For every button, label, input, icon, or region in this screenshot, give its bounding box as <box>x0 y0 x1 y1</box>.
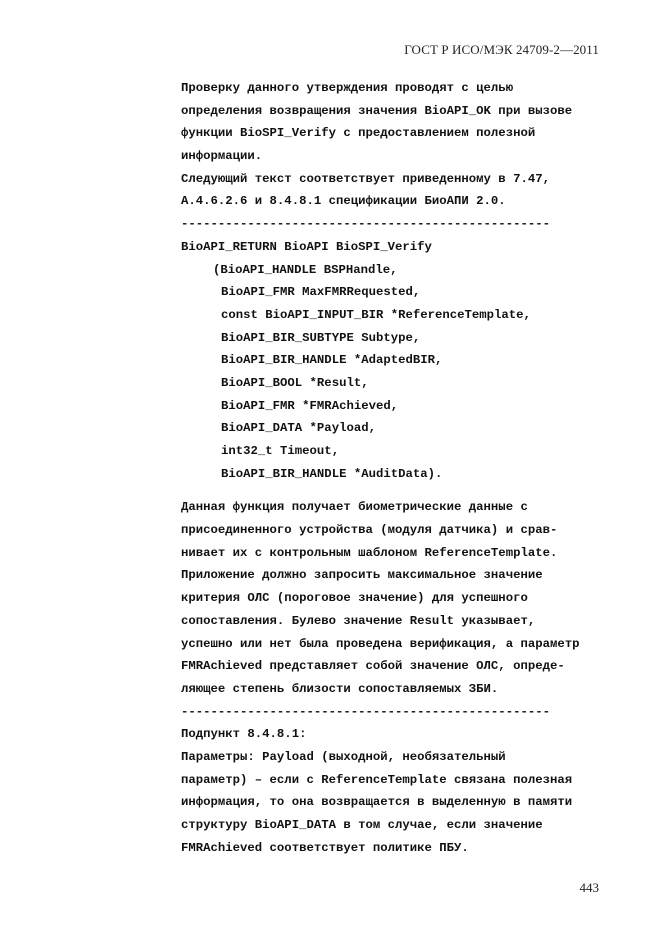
text-line: Следующий текст соответствует приведенному в 7.47, <box>181 171 550 186</box>
separator-line: -------------------------------------------------- <box>181 704 550 719</box>
parameter-line: BioAPI_FMR MaxFMRRequested, <box>221 285 421 300</box>
intro-paragraph <box>181 77 621 213</box>
subclause-paragraph <box>181 723 621 859</box>
text-line: информации. <box>181 149 263 164</box>
text-line: критерия ОЛС (пороговое значение) для успешного <box>181 591 528 606</box>
text-line: Проверку данного утверждения проводят с целью <box>181 81 514 95</box>
text-line: сопоставления. Булево значение Result указывает, <box>181 613 536 628</box>
function-signature: BioAPI_RETURN BioAPI BioSPI_Verify <box>181 239 432 254</box>
text-line: Приложение должно запросить максимальное значение <box>181 568 543 583</box>
parameter-line: BioAPI_FMR *FMRAchieved, <box>221 398 399 413</box>
text-line: FMRAchieved соответствует политике ПБУ. <box>181 840 469 855</box>
parameter-line: BioAPI_BIR_SUBTYPE Subtype, <box>221 330 421 345</box>
text-line: параметр) – если с ReferenceTemplate связана полезная <box>181 772 573 787</box>
parameter-line: int32_t Timeout, <box>221 444 340 458</box>
text-line: определения возвращения значения BioAPI_OK при вызове <box>181 103 573 118</box>
parameter-line: BioAPI_BOOL *Result, <box>221 375 369 390</box>
text-line: функции BioSPI_Verify с предоставлением полезной <box>181 126 536 141</box>
document-header: ГОСТ Р ИСО/МЭК 24709-2—2011 <box>404 42 599 57</box>
separator-line: -------------------------------------------------- <box>181 217 550 232</box>
parameter-line: BioAPI_BIR_HANDLE *AuditData). <box>221 466 443 481</box>
page-number: 443 <box>579 880 599 895</box>
text-line: присоединенного устройства (модуля датчика) и срав- <box>181 523 558 538</box>
page-content <box>181 77 621 859</box>
text-line: А.4.6.2.6 и 8.4.8.1 спецификации БиоАПИ 2.0. <box>181 194 506 209</box>
text-line: Данная функция получает биометрические данные с <box>181 500 528 515</box>
text-line: FMRAchieved представляет собой значение ОЛС, опреде- <box>181 659 565 674</box>
parameter-line: const BioAPI_INPUT_BIR *ReferenceTemplate, <box>221 307 531 322</box>
text-line: нивает их с контрольным шаблоном ReferenceTemplate. <box>181 545 558 560</box>
parameter-line: (BioAPI_HANDLE BSPHandle, <box>213 262 398 277</box>
subclause-heading: Подпункт 8.4.8.1: <box>181 727 307 742</box>
parameter-line: BioAPI_BIR_HANDLE *AdaptedBIR, <box>221 353 443 368</box>
text-line: Параметры: Payload (выходной, необязательный <box>181 749 506 764</box>
description-paragraph <box>181 496 621 700</box>
text-line: структуру BioAPI_DATA в том случае, если значение <box>181 818 543 832</box>
function-signature-block <box>181 236 621 486</box>
text-line: ляющее степень близости сопоставляемых ЗБИ. <box>181 681 499 696</box>
text-line: информация, то она возвращается в выделенную в памяти <box>181 795 573 810</box>
parameter-line: BioAPI_DATA *Payload, <box>221 421 376 436</box>
paragraph-gap <box>181 485 621 496</box>
text-line: успешно или нет была проведена верификация, а параметр <box>181 636 580 651</box>
